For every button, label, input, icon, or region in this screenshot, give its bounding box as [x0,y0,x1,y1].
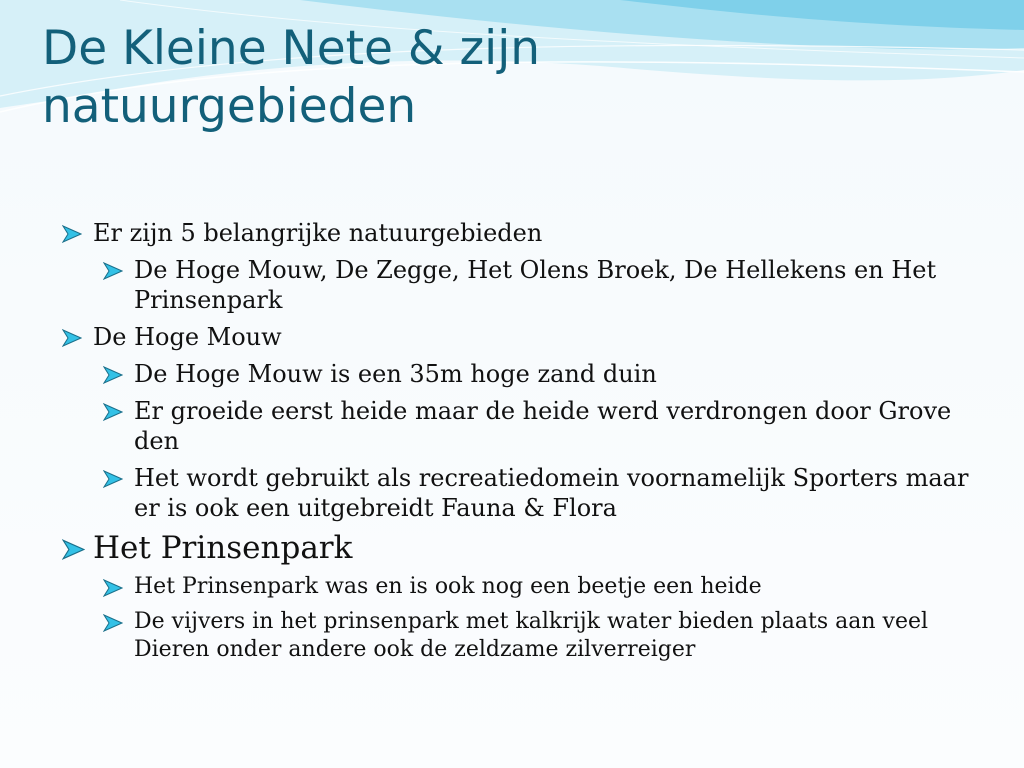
bullet-item [62,322,982,352]
bullet-text: Het wordt gebruikt als recreatiedomein voornamelijk Sporters maar er is ook een uitgebreidt Fauna & Flora [134,464,969,522]
bullet-item [103,255,982,315]
bullet-item [103,573,982,601]
arrow-bullet-icon [103,403,123,421]
bullet-text: De vijvers in het prinsenpark met kalkrijk water bieden plaats aan veel Dieren onder andere ook de zeldzame zilverreiger [134,609,929,662]
bullet-text: Er zijn 5 belangrijke natuurgebieden [93,219,543,247]
bullet-list [62,218,982,671]
bullet-text: De Hoge Mouw is een 35m hoge zand duin [134,360,657,388]
bullet-text: Het Prinsenpark was en is ook nog een beetje een heide [134,574,762,599]
arrow-bullet-icon [62,225,82,243]
slide-title: De Kleine Nete & zijn natuurgebieden [42,21,541,134]
arrow-bullet-icon [103,470,123,488]
arrow-bullet-icon [103,614,123,632]
bullet-item [103,359,982,389]
bullet-text: Het Prinsenpark [93,530,353,566]
bullet-item [103,608,982,664]
arrow-bullet-icon [103,579,123,597]
bullet-text: De Hoge Mouw, De Zegge, Het Olens Broek, De Hellekens en Het Prinsenpark [134,256,937,314]
arrow-bullet-icon [103,262,123,280]
bullet-item [103,463,982,523]
arrow-bullet-icon [62,329,82,347]
arrow-bullet-icon [103,366,123,384]
arrow-bullet-icon [62,539,85,560]
bullet-item [103,396,982,456]
bullet-item [62,218,982,248]
bullet-item [62,530,982,566]
bullet-text: Er groeide eerst heide maar de heide werd verdrongen door Grove den [134,397,952,455]
bullet-text: De Hoge Mouw [93,323,282,351]
